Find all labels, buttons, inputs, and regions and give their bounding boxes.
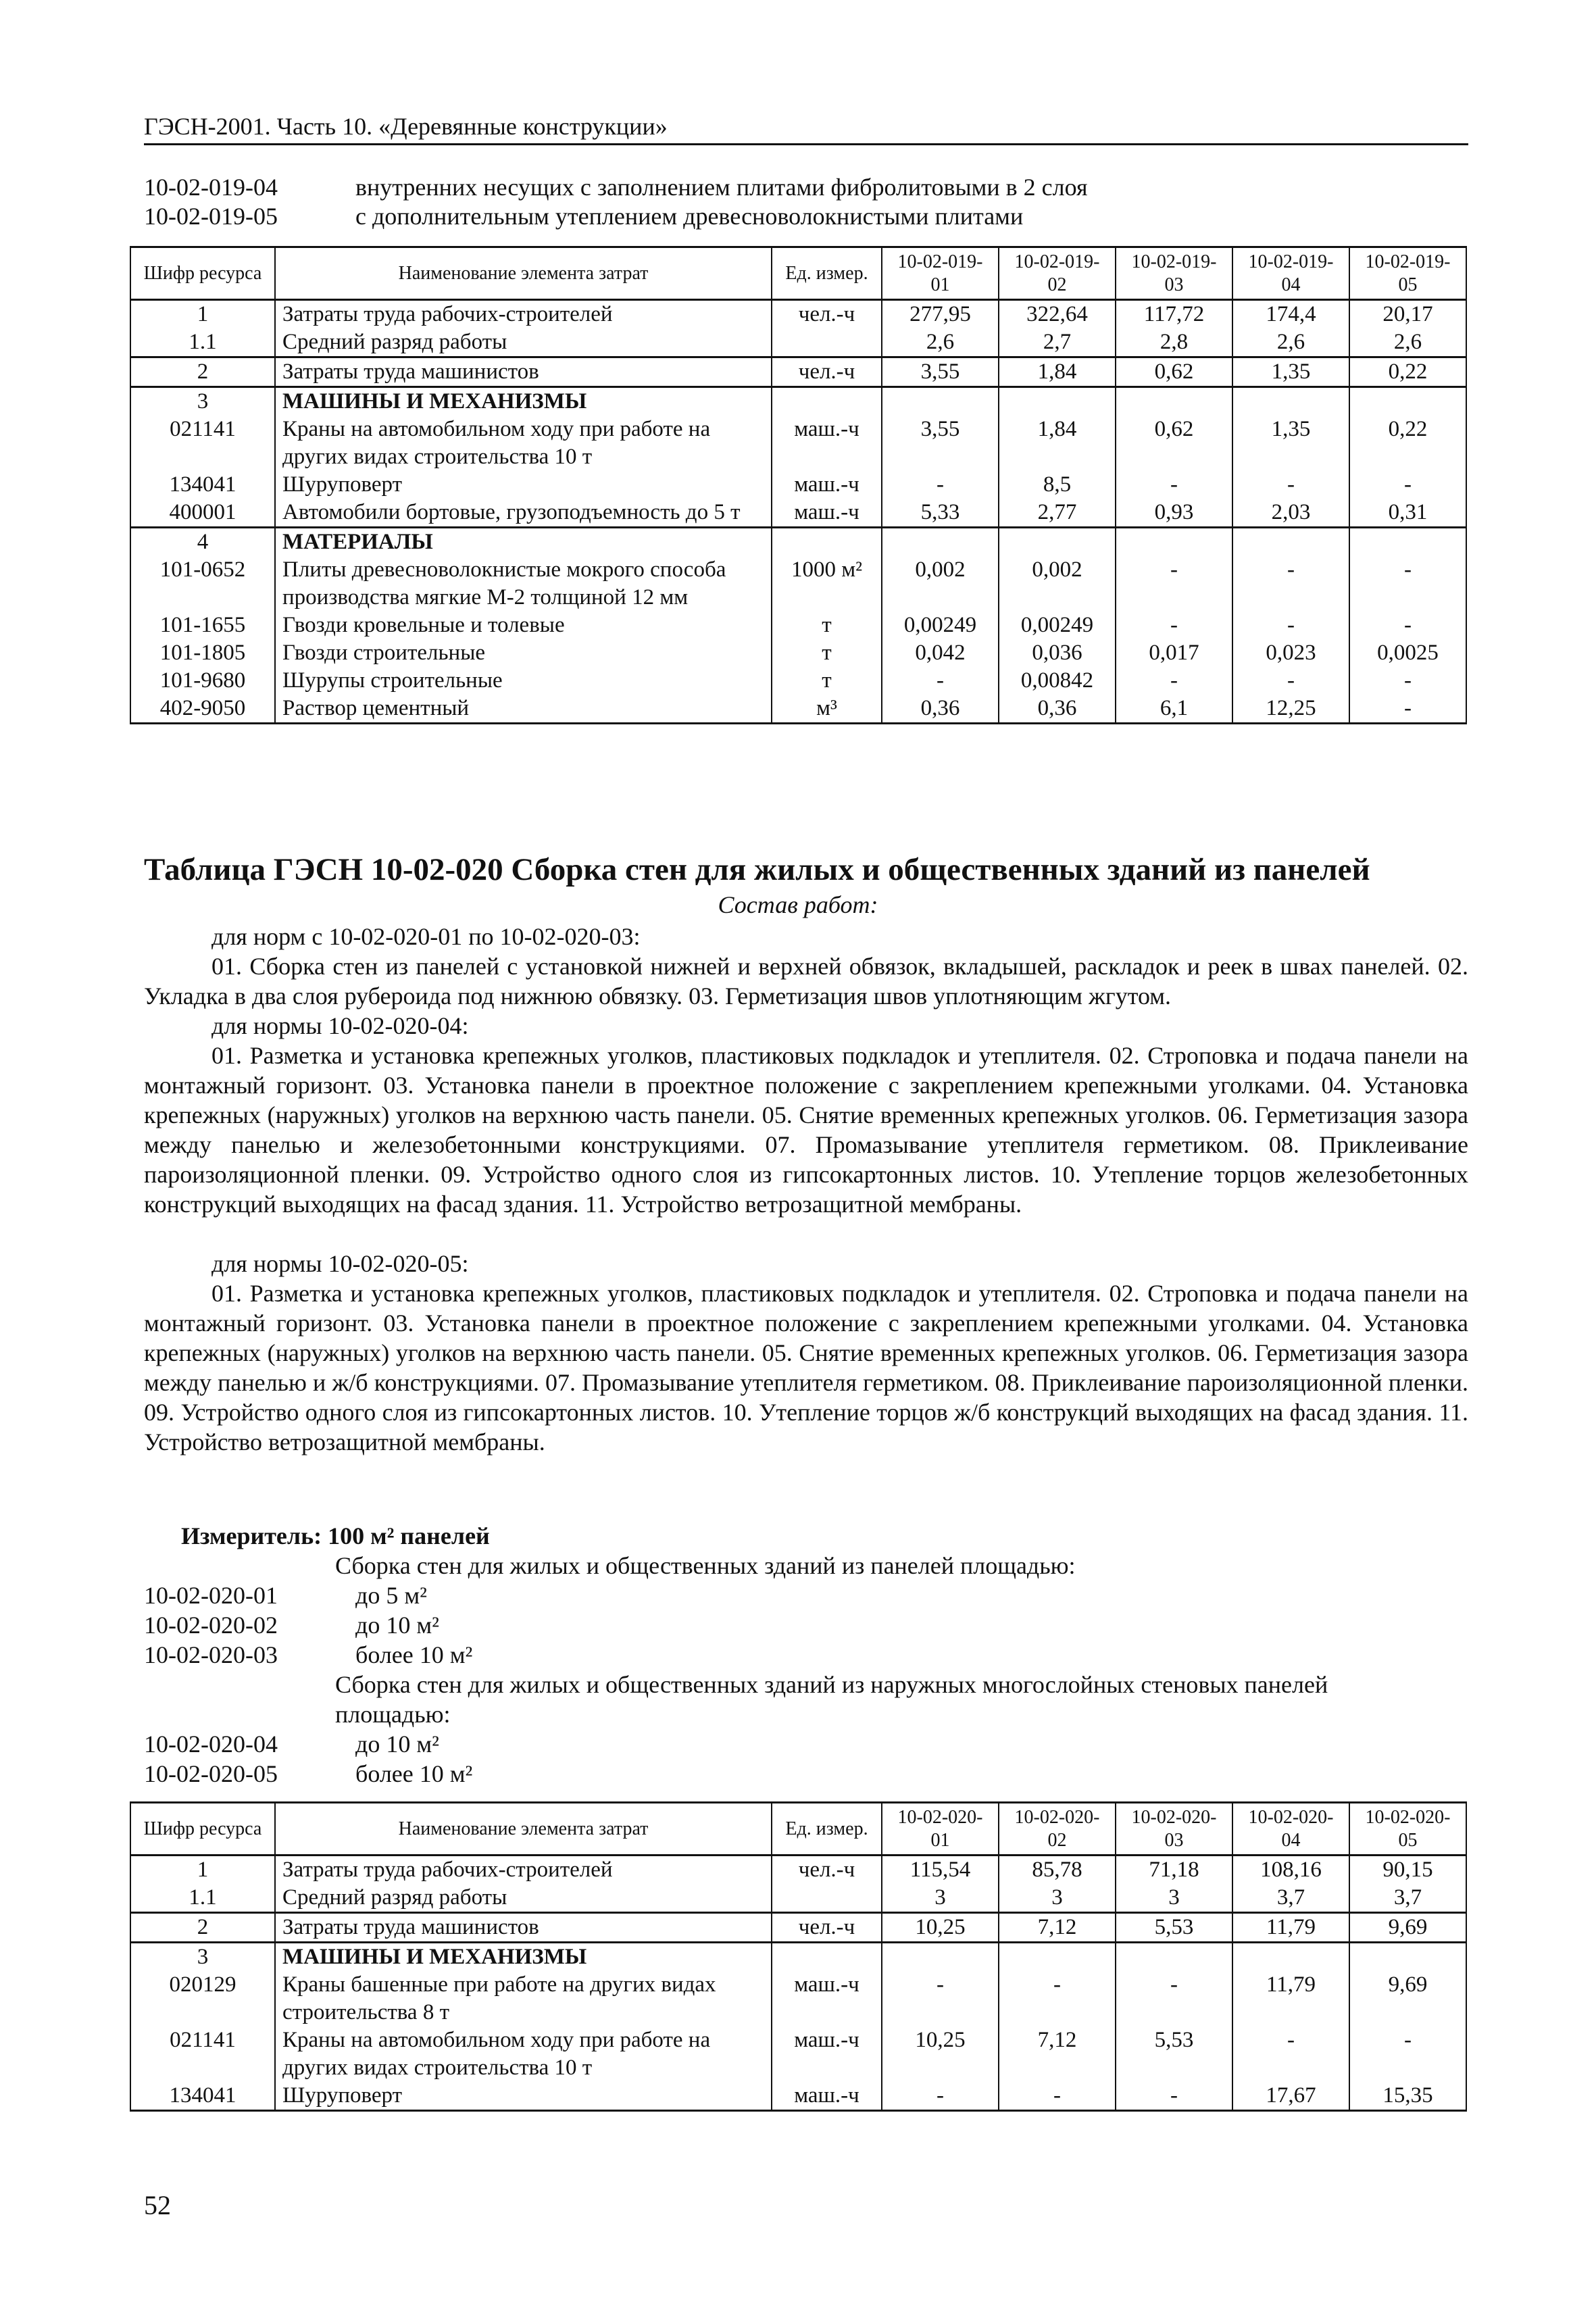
value-cell: - — [1116, 471, 1232, 499]
value-cell: - — [1349, 556, 1466, 612]
running-header: ГЭСН-2001. Часть 10. «Деревянные конструкции» — [144, 113, 668, 140]
value-cell: 0,002 — [999, 556, 1116, 612]
table-row — [130, 300, 1466, 329]
norm-description: более 10 м² — [355, 1760, 473, 1787]
value-cell: 174,4 — [1232, 300, 1349, 329]
value-cell: 85,78 — [999, 1856, 1116, 1885]
resource-unit: т — [772, 667, 882, 695]
value-cell: 7,12 — [999, 2026, 1116, 2082]
resource-code: 1.1 — [130, 1884, 275, 1913]
resource-name: Автомобили бортовые, грузоподъемность до 5 т — [275, 499, 772, 528]
value-cell: 0,017 — [1116, 639, 1232, 667]
norm-description: более 10 м² — [355, 1641, 473, 1668]
value-cell: 2,77 — [999, 499, 1116, 528]
group-intro: Сборка стен для жилых и общественных зданий из панелей площадью: — [335, 1552, 1076, 1579]
value-cell: 0,22 — [1349, 357, 1466, 387]
work-description: 01. Сборка стен из панелей с установкой нижней и верхней обвязок, вкладышей, раскладок и реек в швах панелей. 02. Укладка в два слоя рубероида под нижнюю обвязку. 03. Герметизация швов уплотняющим жгутом. — [144, 953, 1468, 1010]
resource-code: 101-1655 — [130, 612, 275, 639]
resource-name: Шуруповерт — [275, 2082, 772, 2111]
value-cell: 2,6 — [1232, 328, 1349, 357]
resource-code: 1 — [130, 300, 275, 329]
value-cell: 117,72 — [1116, 300, 1232, 329]
value-cell: 5,53 — [1116, 2026, 1232, 2082]
value-cell: - — [882, 667, 999, 695]
header-unit: Ед. измер. — [772, 1803, 882, 1856]
resource-name: Раствор цементный — [275, 695, 772, 724]
header-norm: 10-02-020-05 — [1349, 1803, 1466, 1856]
resource-unit: маш.-ч — [772, 2082, 882, 2111]
value-cell: - — [1232, 556, 1349, 612]
value-cell: - — [1349, 612, 1466, 639]
value-cell: 10,25 — [882, 2026, 999, 2082]
section-code: 3 — [130, 387, 275, 416]
value-cell: 3,7 — [1232, 1884, 1349, 1913]
table-row — [130, 387, 1466, 416]
resource-name: Средний разряд работы — [275, 328, 772, 357]
norm-scope-line: для нормы 10-02-020-04: — [211, 1012, 469, 1039]
value-cell: 2,03 — [1232, 499, 1349, 528]
table-row — [130, 528, 1466, 557]
resource-unit — [772, 528, 882, 557]
header-name: Наименование элемента затрат — [275, 1803, 772, 1856]
header-norm: 10-02-020-01 — [882, 1803, 999, 1856]
value-cell: 0,62 — [1116, 416, 1232, 471]
header-norm: 10-02-020-04 — [1232, 1803, 1349, 1856]
table-row — [130, 328, 1466, 357]
value-cell: 7,12 — [999, 1913, 1116, 1943]
resource-unit: м³ — [772, 695, 882, 724]
resource-table — [130, 1801, 1467, 2112]
value-cell: 1,35 — [1232, 416, 1349, 471]
value-cell: 71,18 — [1116, 1856, 1232, 1885]
value-cell: 0,023 — [1232, 639, 1349, 667]
norm-description: внутренних несущих с заполнением плитами фибролитовыми в 2 слоя — [355, 174, 1088, 201]
value-cell: 0,00249 — [999, 612, 1116, 639]
value-cell: 8,5 — [999, 471, 1116, 499]
table-row — [130, 556, 1466, 612]
value-cell: 5,53 — [1116, 1913, 1232, 1943]
resource-code: 134041 — [130, 471, 275, 499]
table-row — [130, 357, 1466, 387]
header-norm: 10-02-020-02 — [999, 1803, 1116, 1856]
group-intro: Сборка стен для жилых и общественных зданий из наружных многослойных стеновых панелей — [335, 1671, 1328, 1698]
resource-unit: чел.-ч — [772, 357, 882, 387]
value-cell: 0,036 — [999, 639, 1116, 667]
resource-code: 101-0652 — [130, 556, 275, 612]
resource-code: 101-9680 — [130, 667, 275, 695]
resource-code: 2 — [130, 1913, 275, 1943]
value-cell: - — [1232, 2026, 1349, 2082]
header-code: Шифр ресурса — [130, 1803, 275, 1856]
resource-code: 021141 — [130, 416, 275, 471]
section-heading: МАТЕРИАЛЫ — [275, 528, 772, 557]
resource-unit: чел.-ч — [772, 300, 882, 329]
norm-scope-line: для нормы 10-02-020-05: — [211, 1250, 469, 1277]
resource-unit: 1000 м² — [772, 556, 882, 612]
value-cell: - — [999, 2082, 1116, 2111]
value-cell: 2,8 — [1116, 328, 1232, 357]
value-cell: 6,1 — [1116, 695, 1232, 724]
norm-code: 10-02-020-03 — [144, 1641, 278, 1668]
value-cell: 0,93 — [1116, 499, 1232, 528]
table-row — [130, 639, 1466, 667]
table-row — [130, 471, 1466, 499]
resource-unit — [772, 387, 882, 416]
value-cell: 11,79 — [1232, 1971, 1349, 2026]
value-cell: 0,62 — [1116, 357, 1232, 387]
section-heading: МАШИНЫ И МЕХАНИЗМЫ — [275, 1943, 772, 1972]
header-norm: 10-02-020-03 — [1116, 1803, 1232, 1856]
resource-code: 101-1805 — [130, 639, 275, 667]
resource-code: 020129 — [130, 1971, 275, 2026]
resource-name: Гвозди кровельные и толевые — [275, 612, 772, 639]
norm-description: до 5 м² — [355, 1582, 427, 1609]
value-cell: 20,17 — [1349, 300, 1466, 329]
resource-code: 1.1 — [130, 328, 275, 357]
value-cell: - — [1116, 1971, 1232, 2026]
header-unit: Ед. измер. — [772, 247, 882, 300]
value-cell: - — [999, 1971, 1116, 2026]
value-cell: 1,35 — [1232, 357, 1349, 387]
value-cell: 3,7 — [1349, 1884, 1466, 1913]
resource-unit: чел.-ч — [772, 1913, 882, 1943]
norm-code: 10-02-020-02 — [144, 1612, 278, 1639]
resource-name: Затраты труда рабочих-строителей — [275, 300, 772, 329]
value-cell: 9,69 — [1349, 1913, 1466, 1943]
value-cell: 2,7 — [999, 328, 1116, 357]
resource-unit: чел.-ч — [772, 1856, 882, 1885]
value-cell: 0,00249 — [882, 612, 999, 639]
value-cell: - — [1116, 556, 1232, 612]
resource-code: 402-9050 — [130, 695, 275, 724]
resource-name: Гвозди строительные — [275, 639, 772, 667]
resource-unit — [772, 328, 882, 357]
norm-description: с дополнительным утеплением древесноволокнистыми плитами — [355, 203, 1024, 230]
resource-code: 400001 — [130, 499, 275, 528]
resource-name: Затраты труда рабочих-строителей — [275, 1856, 772, 1885]
resource-name: Шурупы строительные — [275, 667, 772, 695]
resource-unit: маш.-ч — [772, 471, 882, 499]
table-row — [130, 1884, 1466, 1913]
header-norm: 10-02-019-02 — [999, 247, 1116, 300]
value-cell: 3 — [1116, 1884, 1232, 1913]
value-cell: 9,69 — [1349, 1971, 1466, 2026]
header-norm: 10-02-019-05 — [1349, 247, 1466, 300]
value-cell: - — [1232, 612, 1349, 639]
value-cell: - — [1116, 612, 1232, 639]
value-cell: 1,84 — [999, 416, 1116, 471]
resource-name: Средний разряд работы — [275, 1884, 772, 1913]
work-description: 01. Разметка и установка крепежных уголков, пластиковых подкладок и утеплителя. 02. Строповка и подача панели на монтажный горизонт. 03. Установка панели в проектное положение с закреплением крепежными уголками. 04. Установка крепежных (наружных) уголков на верхнюю часть панели. 05. Снятие временных крепежных уголков. 06. Герметизация зазора между панелью и ж/б конструкциями. 07. Промазывание утеплителя герметиком. 08. Приклеивание пароизоляционной пленки. 09. Устройство одного слоя из гипсокартонных листов. 10. Утепление торцов ж/б конструкций выходящих на фасад здания. 11. Устройство ветрозащитной мембраны. — [144, 1280, 1468, 1455]
norm-description: до 10 м² — [355, 1731, 439, 1758]
value-cell: 11,79 — [1232, 1913, 1349, 1943]
resource-code: 1 — [130, 1856, 275, 1885]
resource-name: Краны башенные при работе на других видах строительства 8 т — [275, 1971, 772, 2026]
value-cell: 0,36 — [882, 695, 999, 724]
table-row — [130, 695, 1466, 724]
resource-unit: т — [772, 612, 882, 639]
resource-name: Шуруповерт — [275, 471, 772, 499]
value-cell: 115,54 — [882, 1856, 999, 1885]
value-cell: 0,36 — [999, 695, 1116, 724]
group-intro-cont: площадью: — [335, 1701, 451, 1728]
resource-code: 134041 — [130, 2082, 275, 2111]
resource-unit: маш.-ч — [772, 416, 882, 471]
value-cell: 10,25 — [882, 1913, 999, 1943]
resource-name: Краны на автомобильном ходу при работе на других видах строительства 10 т — [275, 2026, 772, 2082]
resource-unit — [772, 1884, 882, 1913]
value-cell: 12,25 — [1232, 695, 1349, 724]
table-row — [130, 1971, 1466, 2026]
norm-code: 10-02-020-01 — [144, 1582, 278, 1609]
value-cell: 277,95 — [882, 300, 999, 329]
resource-unit: маш.-ч — [772, 499, 882, 528]
resource-code: 021141 — [130, 2026, 275, 2082]
header-norm: 10-02-019-03 — [1116, 247, 1232, 300]
value-cell: - — [1349, 667, 1466, 695]
table-row — [130, 1913, 1466, 1943]
header-norm: 10-02-019-04 — [1232, 247, 1349, 300]
header-code: Шифр ресурса — [130, 247, 275, 300]
table-row — [130, 667, 1466, 695]
value-cell: - — [882, 1971, 999, 2026]
resource-name: Затраты труда машинистов — [275, 1913, 772, 1943]
table-row — [130, 1943, 1466, 1972]
measure-unit: Измеритель: 100 м² панелей — [181, 1522, 490, 1549]
value-cell: - — [1116, 667, 1232, 695]
value-cell: 17,67 — [1232, 2082, 1349, 2111]
resource-table — [130, 246, 1467, 724]
value-cell: 0,31 — [1349, 499, 1466, 528]
value-cell: 108,16 — [1232, 1856, 1349, 1885]
value-cell: 0,042 — [882, 639, 999, 667]
value-cell: 0,002 — [882, 556, 999, 612]
value-cell: 3,55 — [882, 357, 999, 387]
header-norm: 10-02-019-01 — [882, 247, 999, 300]
resource-unit: маш.-ч — [772, 2026, 882, 2082]
value-cell: 15,35 — [1349, 2082, 1466, 2111]
value-cell: - — [1232, 667, 1349, 695]
resource-name: Плиты древесноволокнистые мокрого способа производства мягкие М-2 толщиной 12 мм — [275, 556, 772, 612]
value-cell: 5,33 — [882, 499, 999, 528]
value-cell: 90,15 — [1349, 1856, 1466, 1885]
section-heading: МАШИНЫ И МЕХАНИЗМЫ — [275, 387, 772, 416]
table-row — [130, 612, 1466, 639]
norm-code: 10-02-019-05 — [144, 203, 278, 230]
header-rule — [144, 143, 1468, 145]
page-number: 52 — [144, 2190, 171, 2220]
value-cell: 2,6 — [882, 328, 999, 357]
resource-unit: маш.-ч — [772, 1971, 882, 2026]
resource-unit: т — [772, 639, 882, 667]
value-cell: - — [1232, 471, 1349, 499]
value-cell: 3 — [882, 1884, 999, 1913]
value-cell: - — [1116, 2082, 1232, 2111]
norm-code: 10-02-019-04 — [144, 174, 278, 201]
value-cell: - — [1349, 695, 1466, 724]
section-code: 4 — [130, 528, 275, 557]
header-name: Наименование элемента затрат — [275, 247, 772, 300]
value-cell: - — [1349, 2026, 1466, 2082]
table-row — [130, 1856, 1466, 1885]
work-composition-heading: Состав работ: — [718, 891, 878, 918]
resource-name: Затраты труда машинистов — [275, 357, 772, 387]
value-cell: 0,00842 — [999, 667, 1116, 695]
resource-name: Краны на автомобильном ходу при работе на других видах строительства 10 т — [275, 416, 772, 471]
norm-description: до 10 м² — [355, 1612, 439, 1639]
table-row — [130, 499, 1466, 528]
norm-code: 10-02-020-05 — [144, 1760, 278, 1787]
resource-code: 2 — [130, 357, 275, 387]
table-row — [130, 2082, 1466, 2111]
table-row — [130, 2026, 1466, 2082]
value-cell: 1,84 — [999, 357, 1116, 387]
value-cell: - — [882, 2082, 999, 2111]
norm-scope-line: для норм с 10-02-020-01 по 10-02-020-03: — [211, 923, 641, 950]
value-cell: - — [1349, 471, 1466, 499]
table-title: Таблица ГЭСН 10-02-020 Сборка стен для жилых и общественных зданий из панелей — [144, 852, 1370, 887]
table-row — [130, 416, 1466, 471]
value-cell: 3 — [999, 1884, 1116, 1913]
value-cell: 2,6 — [1349, 328, 1466, 357]
value-cell: 0,0025 — [1349, 639, 1466, 667]
value-cell: 0,22 — [1349, 416, 1466, 471]
work-description: 01. Разметка и установка крепежных уголков, пластиковых подкладок и утеплителя. 02. Строповка и подача панели на монтажный горизонт. 03. Установка панели в проектное положение с закреплением крепежными уголками. 04. Установка крепежных (наружных) уголков на верхнюю часть панели. 05. Снятие временных крепежных уголков. 06. Герметизация зазора между панелью и железобетонными конструкциями. 07. Промазывание утеплителя герметиком. 08. Приклеивание пароизоляционной пленки. 09. Устройство одного слоя из гипсокартонных листов. 10. Утепление торцов железобетонных конструкций выходящих на фасад здания. 11. Устройство ветрозащитной мембраны. — [144, 1042, 1468, 1218]
value-cell: - — [882, 471, 999, 499]
value-cell: 3,55 — [882, 416, 999, 471]
norm-code: 10-02-020-04 — [144, 1731, 278, 1758]
value-cell: 322,64 — [999, 300, 1116, 329]
resource-unit — [772, 1943, 882, 1972]
section-code: 3 — [130, 1943, 275, 1972]
